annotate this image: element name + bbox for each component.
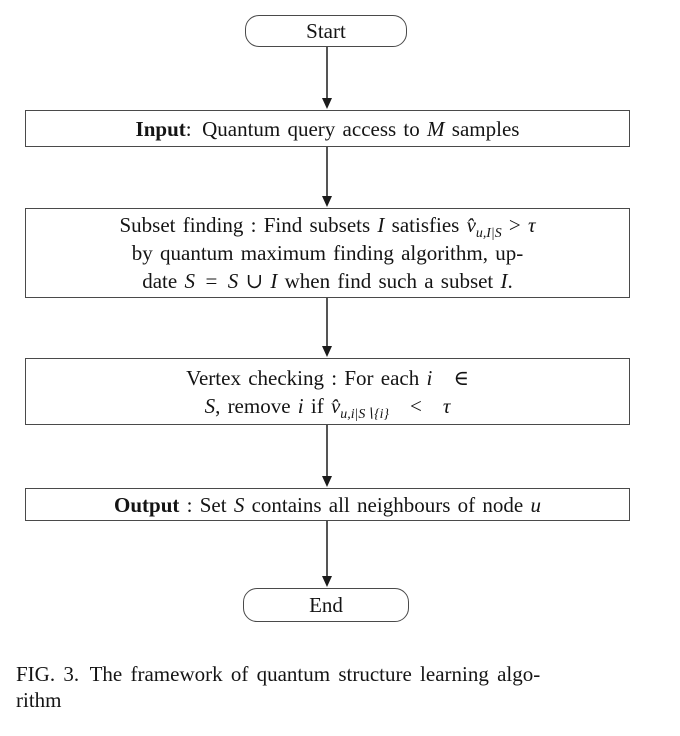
arrow-input-to-subset xyxy=(321,147,333,207)
arrow-down-icon xyxy=(322,576,332,587)
figure-caption-line-2: rithm xyxy=(16,688,62,712)
vertex-checking-line-1: Vertex checking : For each i ∈ xyxy=(186,365,469,390)
arrow-line xyxy=(326,425,328,481)
vertex-checking-line-2: S, remove i if $v̂_{u,i|S∖\{i\}}$ < τ xyxy=(204,393,451,421)
arrow-subset-to-vertex xyxy=(321,298,333,357)
arrow-line xyxy=(326,298,328,351)
subset-finding-line-3: date S = S ∪ I when find such a subset I. xyxy=(142,269,513,293)
start-node-label: Start xyxy=(306,18,346,43)
arrow-line xyxy=(326,521,328,581)
subset-finding-line-1: Subset finding : Find subsets I satisfies $v̂_{u,I|S} > \tau$ xyxy=(119,213,536,241)
output-box-text: Output : Set S contains all neighbours of node u xyxy=(114,492,541,517)
arrow-down-icon xyxy=(322,98,332,109)
arrow-line xyxy=(326,147,328,201)
vertex-checking-box xyxy=(25,358,630,425)
input-box-text: Input: Quantum query access to M samples xyxy=(135,116,520,141)
figure-caption-line-1: FIG. 3. The framework of quantum structure learning algo- xyxy=(16,662,541,686)
figure-caption xyxy=(16,661,670,713)
arrow-vertex-to-output xyxy=(321,425,333,487)
input-box xyxy=(25,110,630,147)
arrow-start-to-input xyxy=(321,47,333,109)
subset-finding-box xyxy=(25,208,630,298)
end-node xyxy=(243,588,409,622)
output-box xyxy=(25,488,630,521)
subset-finding-line-2: by quantum maximum finding algorithm, up- xyxy=(131,241,524,265)
arrow-line xyxy=(326,47,328,103)
arrow-down-icon xyxy=(322,346,332,357)
start-node xyxy=(245,15,407,47)
arrow-down-icon xyxy=(322,196,332,207)
end-node-label: End xyxy=(309,592,343,617)
arrow-down-icon xyxy=(322,476,332,487)
arrow-output-to-end xyxy=(321,521,333,587)
